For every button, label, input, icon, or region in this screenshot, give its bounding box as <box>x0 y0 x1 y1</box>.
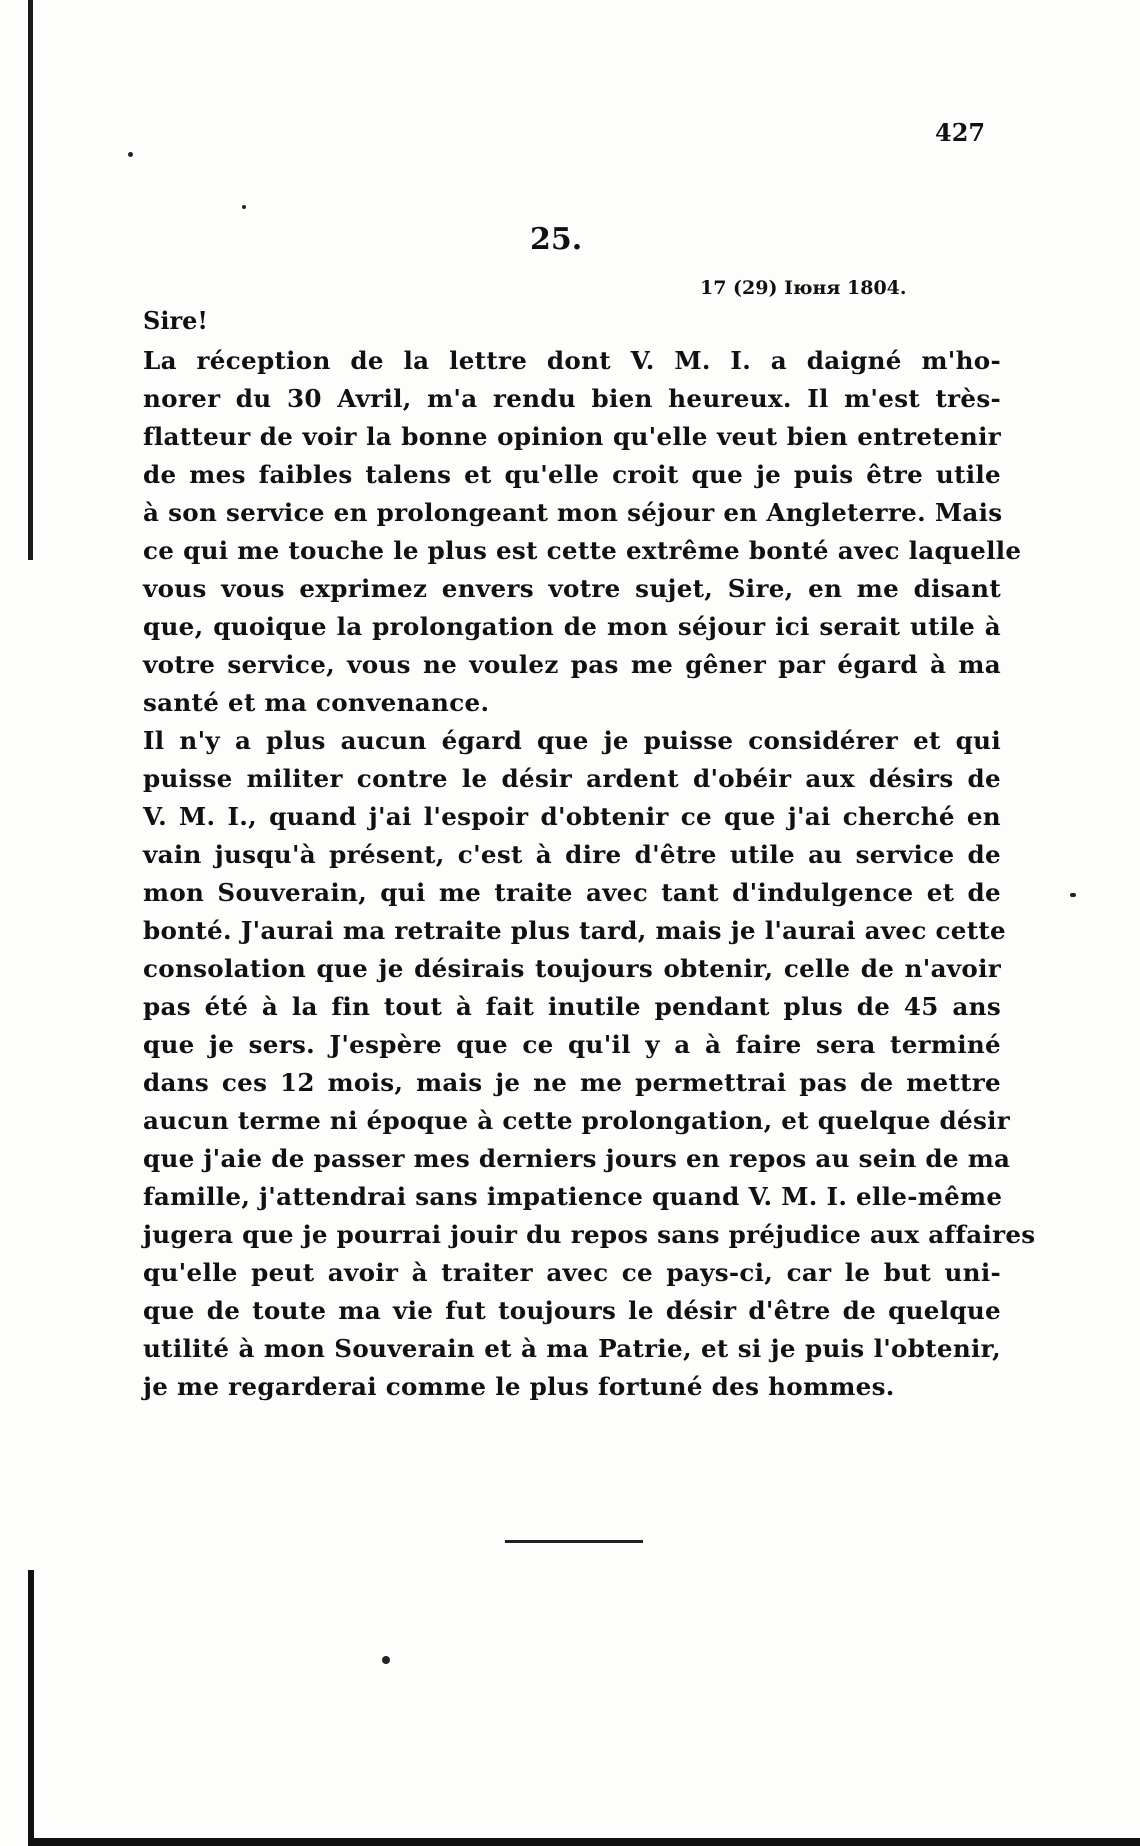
body-line: santé et ma convenance. <box>143 688 490 717</box>
body-line: que j'aie de passer mes derniers jours en repos au sein de ma <box>143 1144 1011 1173</box>
body-line: aucun terme ni époque à cette prolongation, et quelque désir <box>143 1106 1011 1135</box>
body-line: à son service en prolongeant mon séjour en Angleterre. Mais <box>143 498 1003 527</box>
body-line: flatteur de voir la bonne opinion qu'elle veut bien entretenir <box>143 422 1001 451</box>
body-line: consolation que je désirais toujours obtenir, celle de n'avoir <box>143 954 1001 983</box>
body-line: bonté. J'aurai ma retraite plus tard, mais je l'aurai avec cette <box>143 916 1006 945</box>
body-line: qu'elle peut avoir à traiter avec ce pays-ci, car le but uni- <box>143 1258 1001 1287</box>
salutation: Sire! <box>143 306 208 335</box>
speck-dot <box>1070 893 1076 897</box>
body-line: vain jusqu'à présent, c'est à dire d'être utile au service de <box>143 840 1001 869</box>
speck-dot <box>128 152 133 157</box>
body-line: ce qui me touche le plus est cette extrême bonté avec laquelle <box>143 536 1022 565</box>
body-line: que, quoique la prolongation de mon séjour ici serait utile à <box>143 612 1001 641</box>
body-line: votre service, vous ne voulez pas me gêner par égard à ma <box>143 650 1001 679</box>
body-line: pas été à la fin tout à fait inutile pendant plus de 45 ans <box>143 992 1001 1021</box>
scan-edge-bottom <box>28 1838 1140 1846</box>
body-line: jugera que je pourrai jouir du repos sans préjudice aux affaires <box>143 1220 1036 1249</box>
letter-date: 17 (29) Іюня 1804. <box>700 277 907 299</box>
body-line: que de toute ma vie fut toujours le désir d'être de quelque <box>143 1296 1001 1325</box>
body-line: que je sers. J'espère que ce qu'il y a à faire sera terminé <box>143 1030 1001 1059</box>
page-number: 427 <box>935 118 986 147</box>
scan-edge-left-bottom <box>28 1570 34 1846</box>
body-line: vous vous exprimez envers votre sujet, Sire, en me disant <box>143 574 1001 603</box>
section-end-rule <box>505 1540 643 1543</box>
body-line: Il n'y a plus aucun égard que je puisse considérer et qui <box>143 726 1001 755</box>
body-line: utilité à mon Souverain et à ma Patrie, et si je puis l'obtenir, <box>143 1334 1001 1363</box>
speck-dot <box>242 205 246 209</box>
speck-dot <box>382 1656 390 1664</box>
body-line: de mes faibles talens et qu'elle croit que je puis être utile <box>143 460 1001 489</box>
body-line: famille, j'attendrai sans impatience quand V. M. I. elle-même <box>143 1182 1003 1211</box>
body-line: V. M. I., quand j'ai l'espoir d'obtenir ce que j'ai cherché en <box>143 802 1001 831</box>
scan-edge-left-top <box>28 0 33 560</box>
body-line: dans ces 12 mois, mais je ne me permettrai pas de mettre <box>143 1068 1001 1097</box>
letter-number: 25. <box>530 222 583 257</box>
body-line: norer du 30 Avril, m'a rendu bien heureux. Il m'est très- <box>143 384 1001 413</box>
body-line: puisse militer contre le désir ardent d'obéir aux désirs de <box>143 764 1001 793</box>
body-line: La réception de la lettre dont V. M. I. a daigné m'ho- <box>143 346 1001 375</box>
body-line: je me regarderai comme le plus fortuné des hommes. <box>143 1372 895 1401</box>
body-line: mon Souverain, qui me traite avec tant d'indulgence et de <box>143 878 1001 907</box>
